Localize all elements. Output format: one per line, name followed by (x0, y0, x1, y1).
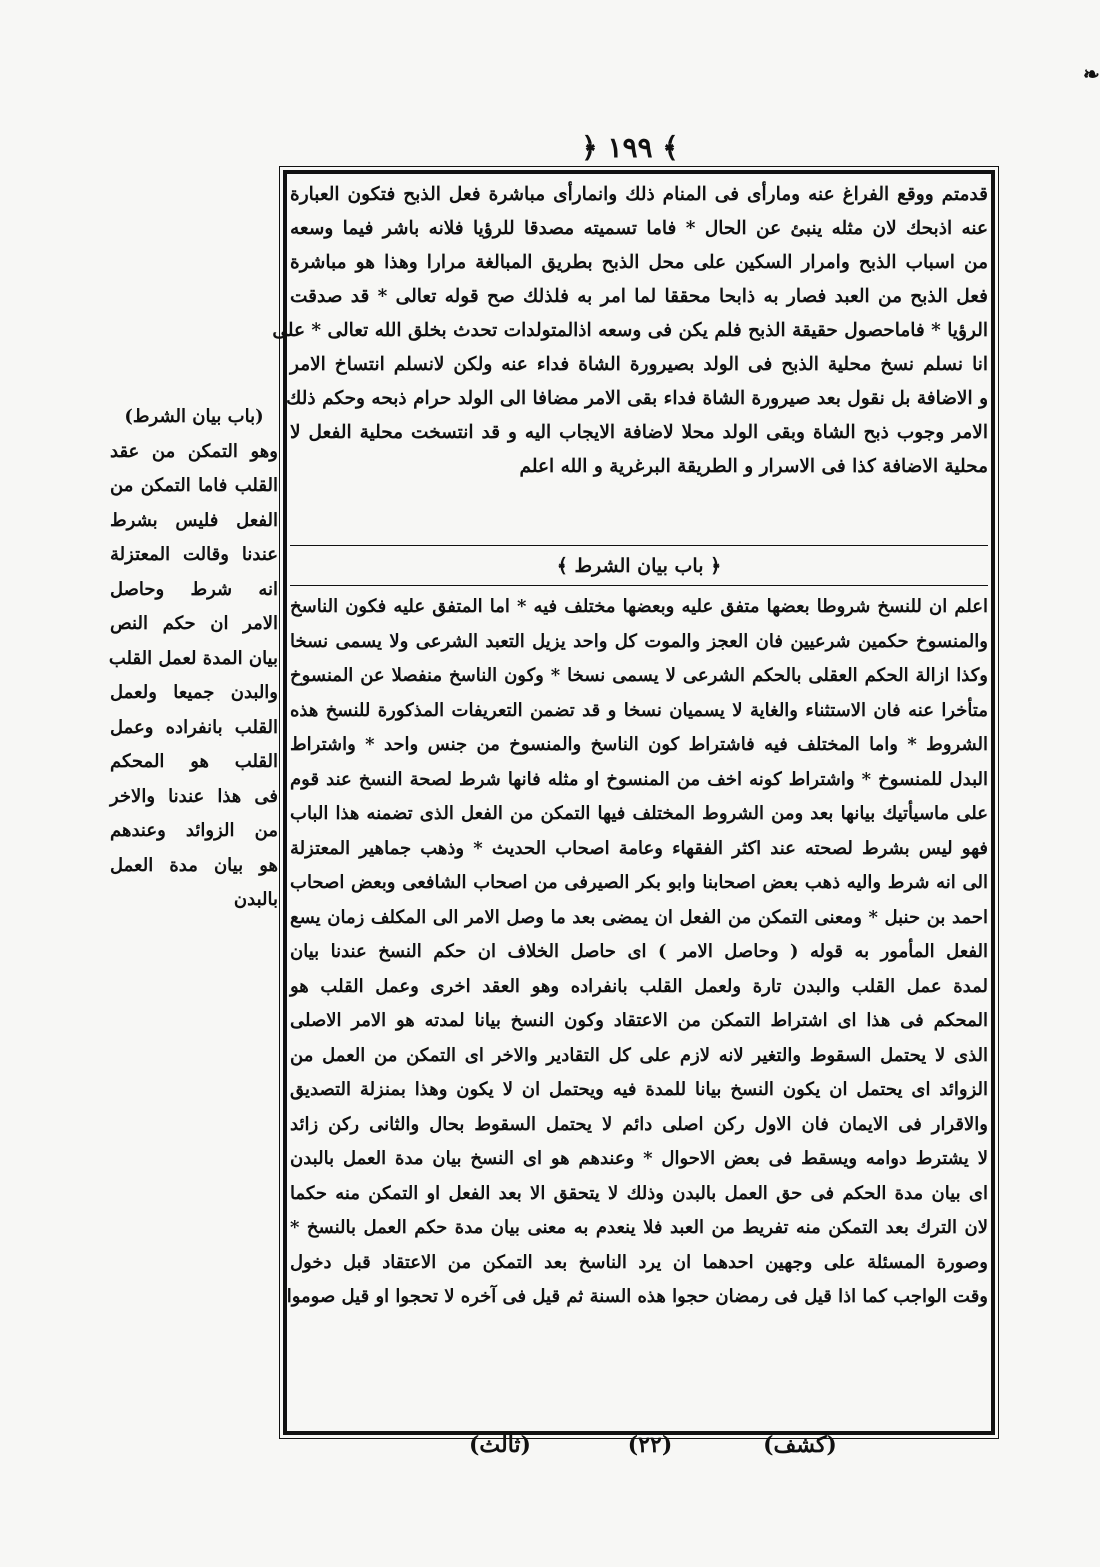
main-line: قدمتم ووقع الفراغ عنه ومارأى فى المنام ذلك وانمارأى مباشرة فعل الذبح فتكون العبارة (290, 184, 988, 205)
margin-note-line: بالبدن (233, 889, 278, 910)
footer-number: (٢٢) (627, 1432, 673, 1458)
main-line: الامر وجوب ذبح الشاة وبقى الولد محلا لاضافة الايجاب اليه و قد انتسخت محلية الفعل لا (290, 422, 988, 443)
margin-note-line: بيان المدة لعمل القلب (108, 647, 278, 669)
margin-note-line: من الزوائد وعندهم (110, 820, 278, 841)
margin-note-line: والبدن جميعا ولعمل (110, 682, 278, 703)
body-line: اى بيان مدة الحكم فى حق العمل بالبدن وذلك لا يتحقق الا بعد الفعل او التمكن منه حكما (290, 1182, 988, 1204)
main-line: محلية الاضافة كذا فى الاسرار و الطريقة البرغرية و الله اعلم (519, 456, 988, 477)
main-line: فعل الذبح من العبد فصار به ذابحا محققا لما امر به فلذلك صح قوله تعالى * قد صدقت (290, 286, 988, 307)
margin-note-line: القلب فاما التمكن من (110, 475, 278, 496)
divider-top (290, 545, 988, 546)
main-line: من اسباب الذبح وامرار السكين على محل الذبح بطريق المبالغة مرارا وهذا هو مباشرة (290, 252, 988, 273)
body-line: الفعل المأمور به قوله ( وحاصل الامر ) اى حاصل الخلاف ان حكم النسخ عندنا بيان (290, 941, 988, 962)
body-line: الى انه شرط واليه ذهب بعض اصحابنا وابو بكر الصيرفى من اصحاب الشافعى وبعض اصحاب (290, 872, 988, 893)
main-line: الرؤيا * فاماحصول حقيقة الذبح فلم يكن فى وسعه اذالمتولدات تحدث بخلق الله تعالى * على (272, 320, 988, 341)
margin-note-line: عندنا وقالت المعتزلة (110, 544, 278, 565)
body-line: وصورة المسئلة على وجهين احدهما ان يرد الناسخ بعد التمكن من الاعتقاد قبل دخول (290, 1251, 988, 1273)
margin-note-line: الفعل فليس بشرط (110, 509, 278, 531)
body-text-block (286, 590, 988, 1315)
body-line: احمد بن حنبل * ومعنى التمكن من الفعل ان يمضى بعد ما وصل الامر الى المكلف زمان يسع (290, 906, 988, 928)
main-text-block (272, 178, 988, 484)
body-line: على ماسيأتيك بيانها بعد ومن الشروط المختلف فيها التمكن من الفعل الذى تضمنه هذا الباب (290, 803, 988, 824)
footer-volume: (ثالث) (469, 1432, 531, 1458)
body-line: المحكم فى هذا اى اشتراط التمكن من الاعتقاد وكون النسخ بيانا لمدته هو الامر الاصلى (290, 1010, 988, 1031)
body-line: لا يشترط دوامه ويسقط فى بعض الاحوال * وعندهم هو اى النسخ بيان مدة العمل بالبدن (290, 1148, 988, 1169)
margin-note-line: القلب هو المحكم (110, 751, 278, 772)
body-line: الزوائد اى يحتمل ان يكون النسخ بيانا للمدة فيه ويحتمل ان لا يكون وهذا بمنزلة التصديق (290, 1079, 988, 1100)
body-line: وقت الواجب كما اذا قيل فى رمضان حجوا هذه السنة ثم قيل فى آخره لا تحجوا او قيل صوموا (286, 1286, 988, 1307)
margin-note-line: فى هذا عندنا والاخر (110, 785, 278, 807)
page-number: ﴿ ١٩٩ ﴾ (581, 131, 679, 164)
body-line: وكذا ازالة الحكم العقلى بالحكم الشرعى لا يسمى نسخا * وكون الناسخ منفصلا عن المنسوخ (290, 665, 988, 686)
margin-note-line: القلب بانفراده وعمل (110, 716, 278, 738)
body-line: الشروط * واما المختلف فيه فاشتراط كون الناسخ والمنسوخ من جنس واحد * واشتراط (290, 734, 988, 755)
main-line: انا نسلم نسخ محلية الذبح فى الولد بصيرورة الشاة فداء عنه ولكن لانسلم انتساخ الامر (290, 354, 988, 375)
margin-note-title: (باب بيان الشرط) (124, 406, 264, 427)
edge-mark: ❧ (1083, 62, 1100, 86)
margin-note (110, 400, 278, 918)
body-line: الذى لا يحتمل السقوط والتغير لانه لازم على كل التقادير والاخر اى التمكن من العمل من (290, 1044, 988, 1066)
chapter-title: ﴿ باب بيان الشرط ﴾ (556, 555, 722, 577)
body-line: اعلم ان للنسخ شروطا بعضها متفق عليه وبعضها مختلف فيه * اما المتفق عليه فكون الناسخ (290, 596, 988, 617)
body-line: متأخرا عنه فان الاستثناء والغاية لا يسميان نسخا و قد تضمن التعريفات المذكورة للنسخ هذه (290, 699, 988, 721)
main-line: عنه اذبحك لان مثله ينبئ عن الحال * فاما تسميته مصدقا للرؤيا فلانه باشر فيما وسعه (290, 218, 988, 239)
body-line: والمنسوخ حكمين شرعيين فان العجز والموت كل واحد يزيل التعبد الشرعى ولا يسمى نسخا (290, 630, 988, 652)
main-line: و الاضافة بل نقول بعد صيرورة الشاة فداء بقى الامر مضافا الى الولد حرام ذبحه وحكم ذلك (286, 388, 988, 409)
body-line: والاقرار فى الايمان فان الاول ركن اصلى دائم لا يحتمل السقوط بحال والثانى ركن زائد (290, 1113, 988, 1135)
divider-bottom (290, 585, 988, 586)
margin-note-line: وهو التمكن من عقد (110, 440, 278, 462)
margin-note-line: الامر ان حكم النص (110, 613, 278, 634)
body-line: لان الترك بعد التمكن منه تفريط من العبد فلا ينعدم به معنى بيان مدة حكم العمل بالنسخ * (290, 1217, 988, 1238)
body-line: البدل للمنسوخ * واشتراط كونه اخف من المنسوخ او مثله فانها شرط لصحة النسخ عند قوم (290, 768, 988, 790)
body-line: فهو ليس بشرط لصحته عند اكثر الفقهاء وعامة اصحاب الحديث * وذهب جماهير المعتزلة (290, 837, 988, 859)
margin-note-line: هو بيان مدة العمل (110, 854, 278, 876)
margin-note-line: انه شرط وحاصل (110, 578, 278, 600)
body-line: لمدة عمل القلب والبدن تارة ولعمل القلب بانفراده وهو العقد اخرى وعمل القلب هو (290, 975, 988, 997)
footer-book: (كشف) (763, 1432, 837, 1458)
